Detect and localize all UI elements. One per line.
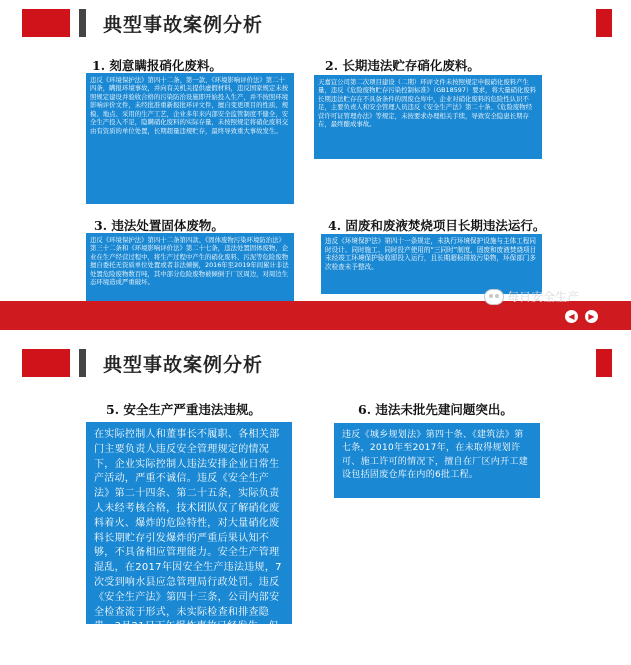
header-red-block-left [22, 9, 70, 37]
case-3-label: 3. 违法处置固体废物。 [94, 218, 224, 233]
case-1-text-box: 违反《环境保护法》第四十二条、第一款、《环境影响评价法》第二十四条，瞒报环境事故，并向有关机关提供虚假材料，违反国家规定未按照规定建设并验收合格的污染防治设施即开始投入生产，并不按照环境影响评价文件，未经批准重新报批环评文件，擅自变更项目的性质、规模、地点、采用的生产工艺，企业多年来内部安全监管制度不健全，安全生产投入不足，隐瞒硝化废料的实际存量，未按照规定将硝化废料交由有资质的单位处置，长期超量违规贮存，最终导致重大事故发生。 [86, 73, 294, 204]
case-3-text-box: 违反《环境保护法》第四十二条第四款、《固体废物污染环境防治法》第三十二条和《环境影响评价法》第二十七条，违法处置固体废物，企业在生产经营过程中，将生产过程中产生的硝化废料、污泥等危险废物擅自委托无资质单位处置或者非法倾倒，2016年至2019年间累计非法处置危险废物数百吨，其中部分危险废物被倾倒于厂区周边，对周边生态环境造成严重破坏。 [86, 233, 294, 309]
case-5-label: 5. 安全生产严重违法违规。 [106, 402, 261, 417]
header-red-block-right [596, 349, 612, 377]
footer-red-band [0, 301, 631, 330]
case-6-label: 6. 违法未批先建问题突出。 [358, 402, 513, 417]
header-red-block-left [22, 349, 70, 377]
slide-1 [0, 0, 631, 330]
header-red-block-right [596, 9, 612, 37]
watermark-text: 每日安全生产 [507, 290, 580, 304]
case-4-text-box: 违反《环境保护法》第四十一条规定，未执行环境保护设施与主体工程同时设计、同时施工、同时投产使用的“三同时”制度，固废和废液焚烧项目未经竣工环境保护验收即投入运行，且长期超标排放污染物，环保部门多次检查未予整改。 [321, 234, 542, 294]
case-6-text-box: 违反《城乡规划法》第四十条、《建筑法》第七条，2010年至2017年，在未取得规划许可、施工许可的情况下，擅自在厂区内开工建设包括固废仓库在内的6批工程。 [334, 423, 540, 498]
slide-title: 典型事故案例分析 [103, 354, 264, 376]
case-2-text-box: 天嘉宜公司第二次项目建设（二期）环评文件未按照规定申报硝化废料产生量，违反《危险废物贮存污染控制标准》（GB18597）要求，将大量硝化废料长期违法贮存在不具备条件的固废仓库中，企业对硝化废料的危险性认识不足，主要负责人和安全管理人员违反《安全生产法》第二十条、《危险废物经营许可证管理办法》等规定，未按要求办理相关手续，导致安全隐患长期存在，最终酿成事故。 [314, 75, 542, 159]
wechat-icon [484, 289, 504, 305]
slide-2 [0, 340, 631, 662]
header-grey-bar [79, 349, 86, 377]
case-2-label: 2. 长期违法贮存硝化废料。 [325, 58, 480, 73]
case-5-text-box: 在实际控制人和董事长不履职、各相关部门主要负责人违反安全管理规定的情况下，企业实际控制人违法安排企业日常生产活动，严重不诚信。违反《安全生产法》第二十四条、第二十五条，实际负责人未经考核合格，技术团队仅了解硝化废料着火、爆炸的危险特性，对大量硝化废料长期贮存引发爆炸的严重后果认知不够，不具备相应管理能力。安全生产管理混乱，在2017年因安全生产违法违规，7次受到响水县应急管理局行政处罚。违反《安全生产法》第四十三条，公司内部安全检查流于形式，未实际检查和排查隐患，3月21日下午爆炸事故已经发生，但重大危险源日常检查表中显示为当日7时20分检查结果为正常。 [86, 422, 292, 624]
case-4-label: 4. 固废和废液焚烧项目长期违法运行。 [328, 218, 546, 233]
watermark [484, 288, 579, 305]
nav-next-button[interactable]: ▶ [585, 310, 598, 323]
header-grey-bar [79, 9, 86, 37]
slide-title: 典型事故案例分析 [103, 14, 264, 36]
case-1-label: 1. 刻意瞒报硝化废料。 [92, 58, 222, 73]
nav-prev-button[interactable]: ◀ [565, 310, 578, 323]
